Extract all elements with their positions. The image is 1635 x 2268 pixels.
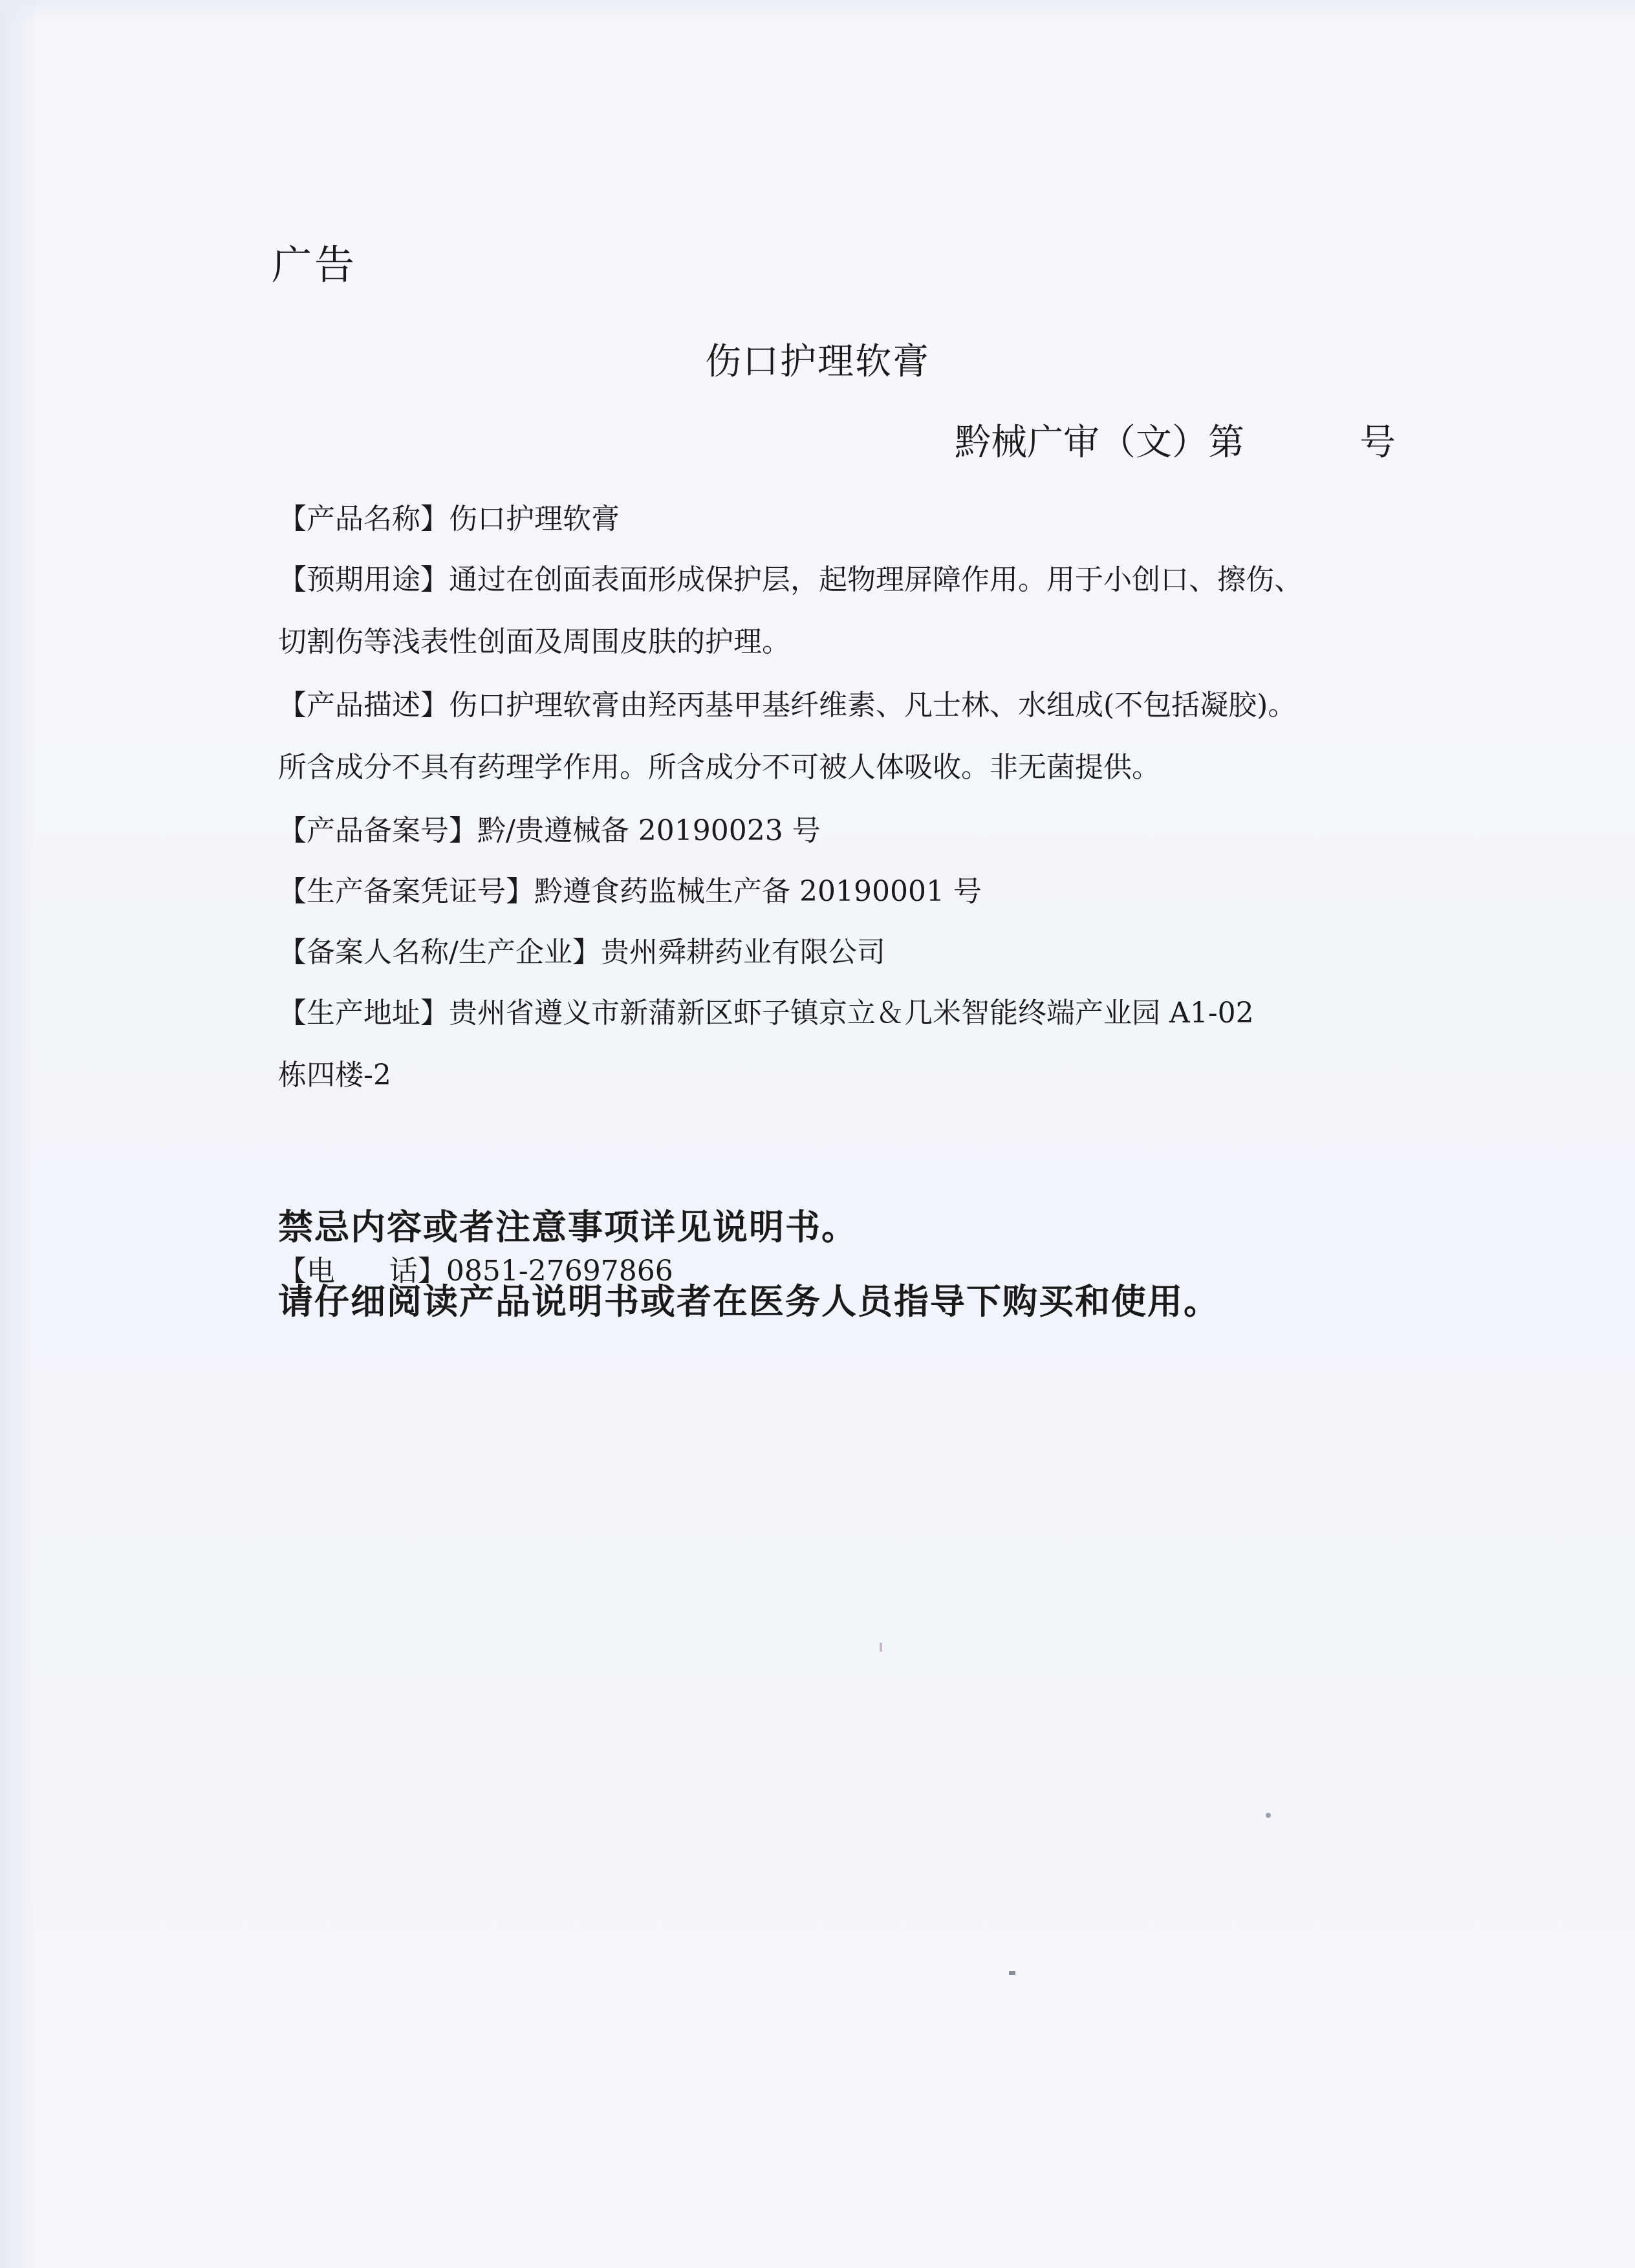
field-label: 【电 话】 [278, 1255, 446, 1288]
field-value: 贵州舜耕药业有限公司 [600, 936, 885, 969]
field-value-continued: 栋四楼-2 [278, 1059, 391, 1092]
field-value: 黔遵食药监械生产备 20190001 号 [534, 875, 982, 908]
field-value: 通过在创面表面形成保护层，起物理屏障作用。用于小创口、擦伤、 [449, 563, 1303, 596]
field-value: 0851-27697866 [446, 1255, 673, 1288]
field-address [278, 982, 1403, 1107]
field-label: 【生产备案凭证号】 [278, 875, 534, 908]
field-label: 【产品备案号】 [278, 814, 477, 847]
scan-shadow-top [0, 0, 1635, 26]
field-label: 【预期用途】 [278, 563, 449, 596]
field-label: 【备案人名称/生产企业】 [278, 936, 601, 969]
field-label: 【生产地址】 [278, 997, 449, 1030]
approval-number: 黔械广审（文）第 号 [955, 422, 1396, 464]
field-filing-no [278, 800, 1403, 862]
warning-contraindications: 禁忌内容或者注意事项详见说明书。 [278, 1206, 858, 1247]
field-label: 【产品名称】 [278, 502, 449, 535]
field-production-filing [278, 861, 1403, 923]
scan-speck [1009, 1971, 1015, 1975]
scan-speck [1266, 1813, 1271, 1818]
document-title: 伤口护理软膏 [705, 341, 930, 383]
warning-read-instructions: 请仔细阅读产品说明书或者在医务人员指导下购买和使用。 [278, 1280, 1220, 1322]
field-value: 贵州省遵义市新蒲新区虾子镇京立＆几米智能终端产业园 A1-02 [449, 997, 1254, 1030]
field-product-name [278, 488, 1403, 550]
field-label: 【产品描述】 [278, 689, 449, 722]
field-value: 伤口护理软膏 [449, 502, 620, 535]
field-value: 黔/贵遵械备 20190023 号 [477, 814, 821, 847]
scan-speck [880, 1643, 882, 1652]
field-value-continued: 所含成分不具有药理学作用。所含成分不可被人体吸收。非无菌提供。 [278, 751, 1160, 784]
field-description [278, 675, 1403, 799]
field-filer [278, 922, 1403, 984]
field-value-continued: 切割伤等浅表性创面及周围皮肤的护理。 [278, 625, 790, 658]
field-intended-use [278, 549, 1403, 673]
field-value: 伤口护理软膏由羟丙基甲基纤维素、凡士林、水组成(不包括凝胶)。 [449, 689, 1297, 722]
ad-label: 广告 [272, 241, 358, 288]
